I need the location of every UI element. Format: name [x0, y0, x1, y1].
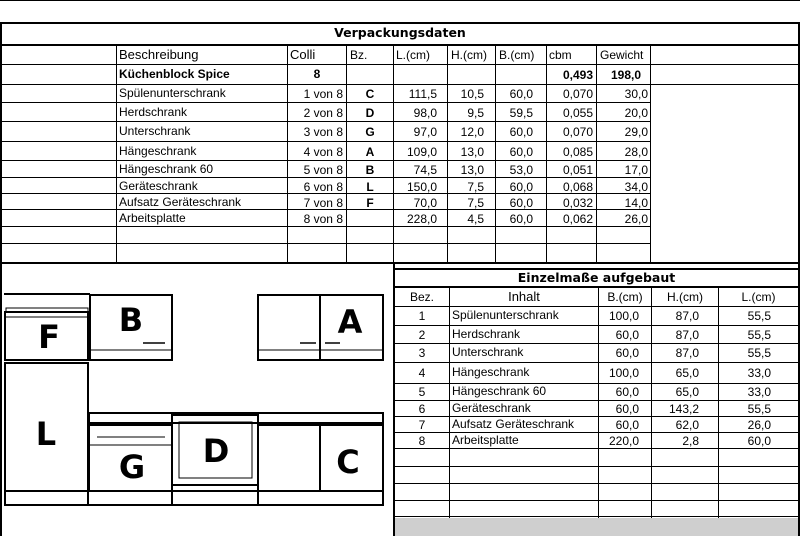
table-row-colli: 6 von 8 [303, 180, 343, 194]
table-row-name: Spülenunterschrank [119, 86, 226, 100]
table-row-width: 53,0 [509, 163, 533, 177]
table-row-name: Geräteschrank [119, 179, 198, 193]
table-row-bz: C [365, 87, 375, 101]
table-row-l: 33,0 [747, 366, 771, 380]
table-row-colli: 4 von 8 [303, 145, 343, 159]
table-row-h: 87,0 [675, 346, 699, 360]
table-row-width: 60,0 [509, 125, 533, 139]
table-row-cbm: 0,062 [562, 212, 593, 226]
label-d: D [202, 432, 230, 470]
table-row-h: 87,0 [675, 328, 699, 342]
table-row-colli: 1 von 8 [303, 87, 343, 101]
table-row-bez: 7 [418, 418, 426, 432]
table-row-b: 60,0 [615, 418, 639, 432]
table-row-height: 9,5 [467, 106, 484, 120]
table-row-b: 100,0 [608, 366, 639, 380]
table-row-cbm: 0,070 [562, 125, 593, 139]
table-row-inhalt: Spülenunterschrank [452, 308, 559, 322]
table-row-bz: B [365, 163, 375, 177]
table-row-gewicht: 26,0 [624, 212, 648, 226]
table-row-l: 33,0 [747, 385, 771, 399]
table-row-name: Aufsatz Geräteschrank [119, 195, 242, 209]
table-row-b: 60,0 [615, 385, 639, 399]
table-row-colli: 5 von 8 [303, 163, 343, 177]
table-row-cbm: 0,055 [562, 106, 593, 120]
table-row-gewicht: 28,0 [624, 145, 648, 159]
summary-name: Küchenblock Spice [119, 67, 230, 81]
table-row-gewicht: 20,0 [624, 106, 648, 120]
summary-colli: 8 [313, 67, 321, 81]
summary-gewicht: 198,0 [610, 68, 641, 82]
table-row-length: 150,0 [406, 180, 437, 194]
table-row-length: 228,0 [406, 212, 437, 226]
table-row-name: Unterschrank [119, 124, 191, 138]
table-row-inhalt: Aufsatz Geräteschrank [452, 417, 575, 431]
table-row-l: 55,5 [747, 346, 771, 360]
table-row-gewicht: 14,0 [624, 196, 648, 210]
table-row-b: 60,0 [615, 402, 639, 416]
header-beschreibung: Beschreibung [119, 47, 199, 62]
assembled-title: Einzelmaße aufgebaut [517, 270, 676, 285]
table-row-height: 12,0 [460, 125, 484, 139]
table-row-b: 60,0 [615, 328, 639, 342]
table-row-colli: 7 von 8 [303, 196, 343, 210]
summary-cbm: 0,493 [562, 68, 593, 82]
table-row-bz: G [365, 125, 375, 139]
header-width: B.(cm) [499, 48, 535, 62]
label-f: F [38, 318, 60, 356]
table-row-h: 62,0 [675, 418, 699, 432]
table-row-l: 55,5 [747, 309, 771, 323]
table-row-b: 60,0 [615, 346, 639, 360]
table-row-gewicht: 17,0 [624, 163, 648, 177]
table-row-inhalt: Herdschrank [452, 327, 521, 341]
table-row-l: 26,0 [747, 418, 771, 432]
table-row-gewicht: 30,0 [624, 87, 648, 101]
header-inhalt: Inhalt [508, 289, 540, 304]
table-row-inhalt: Hängeschrank [452, 365, 530, 379]
table-row-length: 97,0 [413, 125, 437, 139]
table-row-length: 98,0 [413, 106, 437, 120]
table-row-gewicht: 29,0 [624, 125, 648, 139]
table-row-b: 100,0 [608, 309, 639, 323]
table-row-bez: 6 [418, 402, 426, 416]
table-row-colli: 8 von 8 [303, 212, 343, 226]
table-row-h: 87,0 [675, 309, 699, 323]
label-l: L [35, 415, 57, 453]
table-row-b: 220,0 [608, 434, 639, 448]
table-row-cbm: 0,070 [562, 87, 593, 101]
table-row-width: 59,5 [509, 106, 533, 120]
plinth [5, 491, 383, 505]
table-row-h: 65,0 [675, 366, 699, 380]
table-row-bz: F [366, 196, 374, 210]
header-cbm: cbm [549, 48, 572, 62]
table-row-colli: 3 von 8 [303, 125, 343, 139]
table-row-bez: 2 [418, 328, 426, 342]
table-row-bez: 3 [418, 346, 426, 360]
header-h: H.(cm) [667, 290, 703, 304]
table-row-height: 13,0 [460, 163, 484, 177]
table-row-cbm: 0,051 [562, 163, 593, 177]
table-row-length: 111,5 [408, 87, 437, 101]
header-l: L.(cm) [741, 290, 776, 304]
table-row-gewicht: 34,0 [624, 180, 648, 194]
header-length: L.(cm) [396, 48, 430, 62]
label-c: C [336, 443, 360, 481]
table-row-bz: D [365, 106, 375, 120]
kitchen-drawing-svg [0, 270, 393, 536]
table-row-inhalt: Arbeitsplatte [452, 433, 519, 447]
table-row-height: 10,5 [460, 87, 484, 101]
table-row-length: 109,0 [406, 145, 437, 159]
table-row-width: 60,0 [509, 212, 533, 226]
table-row-height: 4,5 [467, 212, 484, 226]
kitchen-drawing [0, 270, 393, 536]
table-row-bez: 5 [418, 385, 426, 399]
table-row-bz: A [365, 145, 375, 159]
table-row-cbm: 0,085 [562, 145, 593, 159]
header-b: B.(cm) [607, 290, 643, 304]
table-row-bez: 4 [418, 366, 426, 380]
table-row-width: 60,0 [509, 145, 533, 159]
header-gewicht: Gewicht [600, 48, 644, 62]
label-a: A [337, 303, 363, 341]
table-row-bez: 1 [418, 309, 426, 323]
table-row-l: 55,5 [747, 328, 771, 342]
packaging-title: Verpackungsdaten [334, 25, 466, 40]
table-row-h: 65,0 [675, 385, 699, 399]
table-row-inhalt: Unterschrank [452, 345, 524, 359]
table-row-name: Herdschrank [119, 105, 188, 119]
table-row-length: 70,0 [413, 196, 437, 210]
table-row-bz: L [366, 180, 374, 194]
table-row-colli: 2 von 8 [303, 106, 343, 120]
header-bez: Bez. [409, 290, 434, 304]
table-row-width: 60,0 [509, 180, 533, 194]
table-row-inhalt: Geräteschrank [452, 401, 531, 415]
table-row-bez: 8 [418, 434, 426, 448]
table-row-width: 60,0 [509, 196, 533, 210]
table-row-name: Hängeschrank 60 [119, 162, 214, 176]
table-row-length: 74,5 [413, 163, 437, 177]
table-row-l: 55,5 [747, 402, 771, 416]
header-colli: Colli [290, 47, 316, 62]
table-row-h: 2,8 [682, 434, 699, 448]
header-height: H.(cm) [451, 48, 487, 62]
table-row-height: 13,0 [460, 145, 484, 159]
table-row-inhalt: Hängeschrank 60 [452, 384, 547, 398]
table-row-l: 60,0 [747, 434, 771, 448]
grey-footer-bar [395, 518, 798, 536]
table-row-h: 143,2 [668, 402, 699, 416]
table-row-height: 7,5 [467, 196, 484, 210]
table-row-cbm: 0,032 [562, 196, 593, 210]
table-row-cbm: 0,068 [562, 180, 593, 194]
table-row-name: Hängeschrank [119, 144, 197, 158]
table-row-height: 7,5 [467, 180, 484, 194]
table-row-width: 60,0 [509, 87, 533, 101]
table-row-name: Arbeitsplatte [119, 211, 186, 225]
header-bz: Bz. [350, 48, 368, 62]
label-g: G [118, 448, 146, 486]
label-b: B [118, 301, 144, 339]
